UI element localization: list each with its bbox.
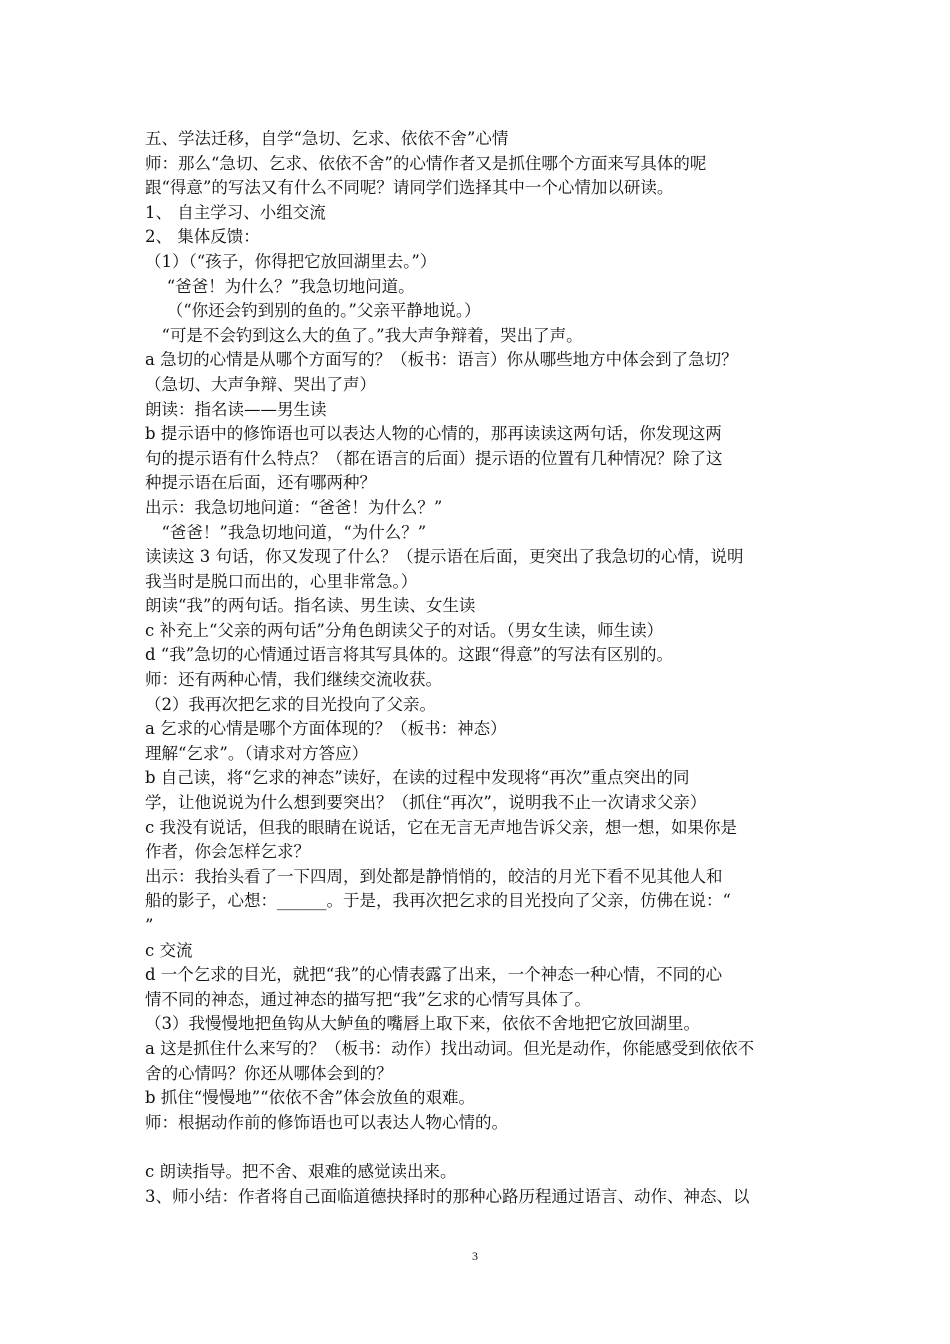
text-line: 朗读：指名读——男生读	[145, 399, 327, 419]
text-line: （“你还会钓到别的鱼的。”父亲平静地说。）	[145, 301, 481, 321]
text-line: 师：根据动作前的修饰语也可以表达人物心情的。	[145, 1112, 508, 1132]
text-line: 3、师小结：作者将自己面临道德抉择时的那种心路历程通过语言、动作、神态、以	[145, 1186, 750, 1206]
text-line: “爸爸！为什么？”我急切地问道。	[145, 276, 415, 296]
text-line: 师：那么“急切、乞求、依依不舍”的心情作者又是抓住哪个方面来写具体的呢	[145, 153, 707, 173]
page-number: 3	[472, 1249, 478, 1263]
text-line: d 一个乞求的目光，就把“我”的心情表露了出来，一个神态一种心情，不同的心	[145, 965, 723, 985]
text-line: 2、 集体反馈：	[145, 227, 260, 247]
text-line: c 补充上“父亲的两句话”分角色朗读父子的对话。（男女生读，师生读）	[145, 620, 664, 640]
text-line: 出示：我急切地问道：“爸爸！为什么？”	[145, 497, 443, 517]
text-line: 情不同的神态，通过神态的描写把“我”乞求的心情写具体了。	[145, 989, 591, 1009]
text-line: 跟“得意”的写法又有什么不同呢？请同学们选择其中一个心情加以研读。	[145, 178, 674, 198]
text-line: （急切、大声争辩、哭出了声）	[145, 374, 376, 394]
text-line: c 朗读指导。把不舍、艰难的感觉读出来。	[145, 1161, 457, 1181]
text-line: a 急切的心情是从哪个方面写的？（板书：语言）你从哪些地方中体会到了急切？	[145, 350, 738, 370]
text-line: c 我没有说话，但我的眼睛在说话，它在无言无声地告诉父亲，想一想，如果你是	[145, 817, 737, 837]
text-line: 句的提示语有什么特点？（都在语言的后面）提示语的位置有几种情况？除了这	[145, 448, 723, 468]
text-line: a 乞求的心情是哪个方面体现的？（板书：神态）	[145, 719, 507, 739]
text-line: b 提示语中的修饰语也可以表达人物的心情的，那再读读这两句话，你发现这两	[145, 424, 722, 444]
text-line: （2）我再次把乞求的目光投向了父亲。	[145, 694, 436, 714]
text-line: 种提示语在后面，还有哪两种？	[145, 473, 376, 493]
text-line: d “我”急切的心情通过语言将其写具体的。这跟“得意”的写法有区别的。	[145, 645, 674, 665]
text-line: 理解“乞求”。（请求对方答应）	[145, 743, 369, 763]
text-line: c 交流	[145, 940, 193, 960]
text-line: “可是不会钓到这么大的鱼了。”我大声争辩着，哭出了声。	[145, 325, 583, 345]
text-line: 船的影子，心想：______。于是，我再次把乞求的目光投向了父亲，仿佛在说：“	[145, 891, 731, 911]
text-line: （1）（“孩子，你得把它放回湖里去。”）	[145, 251, 437, 271]
text-line: 学，让他说说为什么想到要突出？（抓住“再次”，说明我不止一次请求父亲）	[145, 793, 707, 813]
blank-line	[145, 1135, 810, 1160]
text-line: 舍的心情吗？你还从哪体会到的？	[145, 1063, 393, 1083]
text-line: a 这是抓住什么来写的？（板书：动作）找出动词。但光是动作，你能感受到依依不	[145, 1038, 755, 1058]
document-body	[145, 127, 810, 1209]
text-line: （3）我慢慢地把鱼钩从大鲈鱼的嘴唇上取下来，依依不舍地把它放回湖里。	[145, 1014, 700, 1034]
text-line: b 抓住“慢慢地”“依依不舍”体会放鱼的艰难。	[145, 1088, 476, 1108]
text-line: 作者，你会怎样乞求？	[145, 842, 310, 862]
text-line: ”	[145, 916, 154, 935]
text-line: 出示：我抬头看了一下四周，到处都是静悄悄的，皎洁的月光下看不见其他人和	[145, 866, 723, 886]
text-line: 师：还有两种心情，我们继续交流收获。	[145, 670, 442, 690]
text-line: 读读这 3 句话，你又发现了什么？（提示语在后面，更突出了我急切的心情，说明	[145, 547, 744, 567]
text-line: “爸爸！”我急切地问道，“为什么？”	[145, 522, 427, 542]
text-line: 五、学法迁移，自学“急切、乞求、依依不舍”心情	[145, 129, 509, 148]
text-line: 朗读“我”的两句话。指名读、男生读、女生读	[145, 596, 476, 616]
text-line: 我当时是脱口而出的，心里非常急。）	[145, 571, 418, 591]
text-line: b 自己读，将“乞求的神态”读好，在读的过程中发现将“再次”重点突出的同	[145, 768, 690, 788]
text-line: 1、 自主学习、小组交流	[145, 202, 326, 222]
